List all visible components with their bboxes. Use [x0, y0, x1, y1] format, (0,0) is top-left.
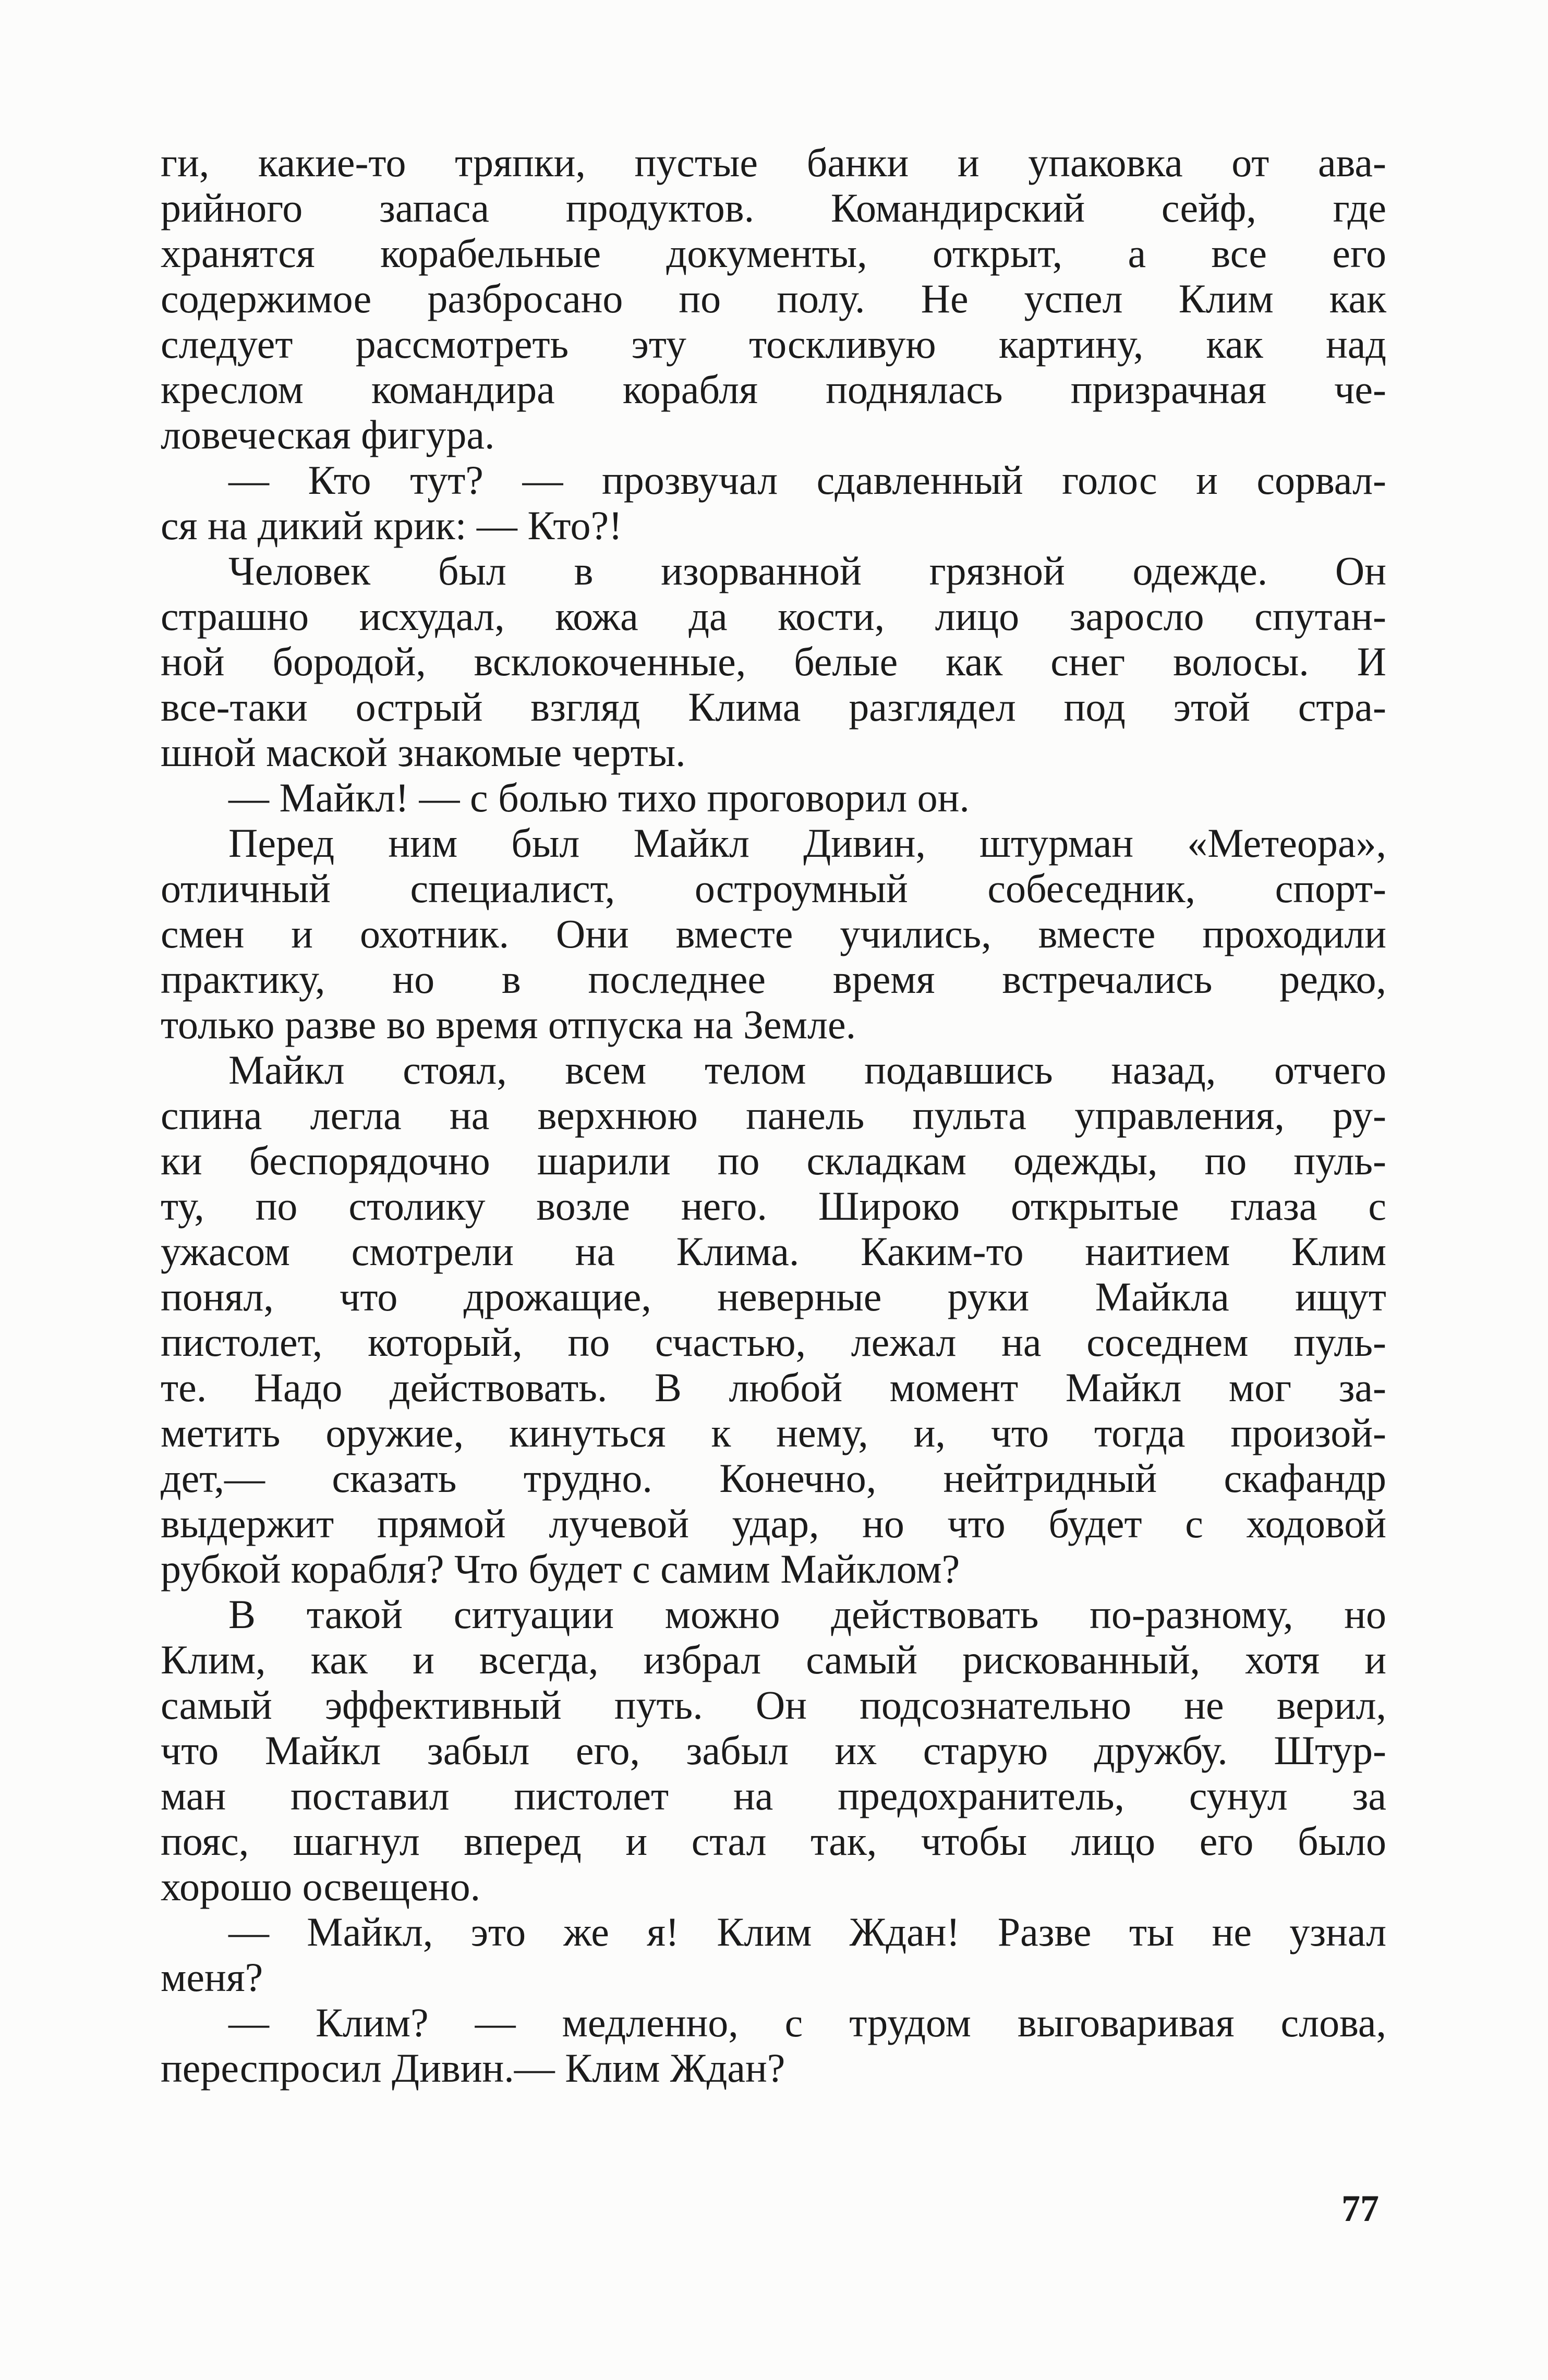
- text-line: Человек был в изорванной грязной одежде. Он: [228, 548, 1386, 593]
- paragraph: [161, 775, 1386, 820]
- text-line: хранятся корабельные документы, открыт, а все его: [161, 230, 1386, 276]
- text-line: что Майкл забыл его, забыл их старую дружбу. Штур-: [161, 1728, 1386, 1773]
- text-line: страшно исхудал, кожа да кости, лицо заросло спутан-: [161, 593, 1386, 639]
- text-line: рубкой корабля? Что будет с самим Майклом?: [161, 1546, 960, 1592]
- text-line: практику, но в последнее время встречались редко,: [161, 956, 1386, 1002]
- paragraph: [161, 1909, 1386, 2000]
- text-line: рийного запаса продуктов. Командирский сейф, где: [161, 185, 1386, 230]
- text-line: ужасом смотрели на Клима. Каким-то наитием Клим: [161, 1229, 1386, 1274]
- text-line: понял, что дрожащие, неверные руки Майкла ищут: [161, 1274, 1386, 1319]
- text-line: ту, по столику возле него. Широко открытые глаза с: [161, 1183, 1386, 1229]
- text-line: метить оружие, кинуться к нему, и, что тогда произой-: [161, 1410, 1386, 1455]
- text-line: следует рассмотреть эту тоскливую картину, как над: [161, 321, 1386, 367]
- text-line: креслом командира корабля поднялась призрачная че-: [161, 367, 1386, 412]
- paragraph: [161, 1592, 1386, 1909]
- paragraph: [161, 140, 1386, 457]
- text-line: — Майкл, это же я! Клим Ждан! Разве ты не узнал: [228, 1909, 1386, 1954]
- text-line: Майкл стоял, всем телом подавшись назад, отчего: [228, 1047, 1386, 1092]
- page-number: 77: [1341, 2188, 1379, 2229]
- paragraph: [161, 548, 1386, 775]
- text-line: ной бородой, всклокоченные, белые как снег волосы. И: [161, 639, 1386, 684]
- text-line: В такой ситуации можно действовать по-разному, но: [228, 1592, 1386, 1637]
- text-line: содержимое разбросано по полу. Не успел Клим как: [161, 276, 1386, 321]
- text-line: шной маской знакомые черты.: [161, 730, 686, 775]
- text-line: все-таки острый взгляд Клима разглядел под этой стра-: [161, 684, 1386, 730]
- text-line: спина легла на верхнюю панель пульта управления, ру-: [161, 1092, 1386, 1138]
- text-line: ловеческая фигура.: [161, 412, 495, 457]
- text-line: — Клим? — медленно, с трудом выговаривая слова,: [228, 2000, 1386, 2045]
- text-line: дет,— сказать трудно. Конечно, нейтридный скафандр: [161, 1455, 1386, 1501]
- paragraph: [161, 2000, 1386, 2091]
- text-line: самый эффективный путь. Он подсознательно не верил,: [161, 1682, 1386, 1728]
- text-line: ги, какие-то тряпки, пустые банки и упаковка от ава-: [161, 140, 1386, 185]
- text-line: переспросил Дивин.— Клим Ждан?: [161, 2045, 785, 2091]
- text-line: Перед ним был Майкл Дивин, штурман «Метеора»,: [228, 820, 1386, 866]
- text-line: меня?: [161, 1954, 263, 2000]
- paragraph: [161, 1047, 1386, 1592]
- text-line: пояс, шагнул вперед и стал так, чтобы лицо его было: [161, 1818, 1386, 1864]
- body-text: [161, 140, 1386, 2091]
- paragraph: [161, 820, 1386, 1047]
- text-line: Клим, как и всегда, избрал самый рискованный, хотя и: [161, 1637, 1386, 1682]
- text-line: выдержит прямой лучевой удар, но что будет с ходовой: [161, 1501, 1386, 1546]
- text-line: ман поставил пистолет на предохранитель, сунул за: [161, 1773, 1386, 1818]
- text-line: только разве во время отпуска на Земле.: [161, 1002, 856, 1047]
- text-line: те. Надо действовать. В любой момент Майкл мог за-: [161, 1365, 1386, 1410]
- text-line: — Кто тут? — прозвучал сдавленный голос и сорвал-: [228, 457, 1386, 503]
- text-line: отличный специалист, остроумный собеседник, спорт-: [161, 866, 1386, 911]
- text-line: пистолет, который, по счастью, лежал на соседнем пуль-: [161, 1319, 1386, 1365]
- text-line: смен и охотник. Они вместе учились, вместе проходили: [161, 911, 1386, 956]
- text-line: — Майкл! — с болью тихо проговорил он.: [228, 775, 970, 820]
- text-line: ся на дикий крик: — Кто?!: [161, 503, 623, 548]
- paragraph: [161, 457, 1386, 548]
- text-line: ки беспорядочно шарили по складкам одежды, по пуль-: [161, 1138, 1386, 1183]
- text-line: хорошо освещено.: [161, 1864, 481, 1909]
